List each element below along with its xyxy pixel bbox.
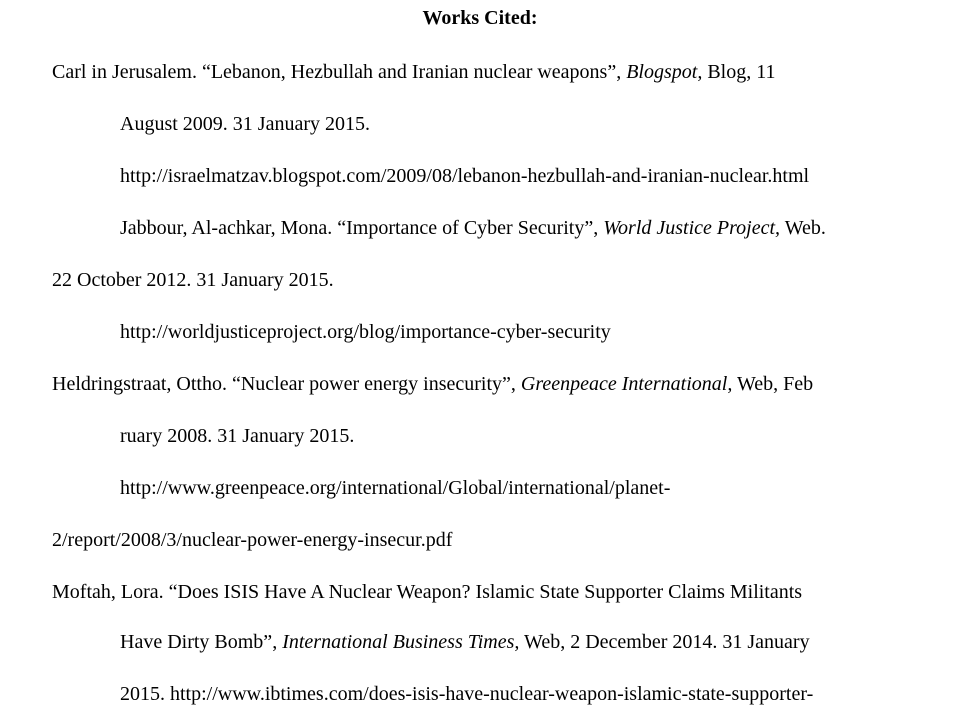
citation-2-url: http://worldjusticeproject.org/blog/importance-cyber-security: [120, 321, 611, 343]
citation-2-source: World Justice Project,: [603, 217, 781, 239]
citation-3-url-part-2: 2/report/2008/3/nuclear-power-energy-insecur.pdf: [52, 529, 453, 551]
citation-4-source: International Business Times,: [282, 631, 520, 653]
citation-4-url: 2015. http://www.ibtimes.com/does-isis-have-nuclear-weapon-islamic-state-supporter-: [120, 683, 814, 705]
citation-3-line-2: ruary 2008. 31 January 2015.: [120, 425, 355, 447]
citation-2-author-title: Jabbour, Al-achkar, Mona. “Importance of Cyber Security”,: [120, 217, 604, 239]
citation-1-source: Blogspot,: [626, 61, 703, 83]
citation-2-line-2: 22 October 2012. 31 January 2015.: [52, 269, 334, 291]
citation-1-line-2: August 2009. 31 January 2015.: [120, 113, 370, 135]
citation-4-title-end: Have Dirty Bomb”,: [120, 631, 283, 653]
citation-4-line-1: Moftah, Lora. “Does ISIS Have A Nuclear Weapon? Islamic State Supporter Claims Militants: [52, 581, 803, 603]
citation-1-line-1: [52, 60, 776, 84]
citation-4-medium: Web, 2 December 2014. 31 January: [519, 631, 810, 653]
citation-3-line-1: [52, 372, 813, 396]
citation-1-url: http://israelmatzav.blogspot.com/2009/08/lebanon-hezbullah-and-iranian-nuclear.html: [120, 165, 810, 187]
citation-2-medium: Web.: [780, 217, 826, 239]
citation-3-url-part-1: http://www.greenpeace.org/international/Global/international/planet-: [120, 477, 671, 499]
citation-4-line-2: [120, 630, 810, 654]
citation-1-author-title: Carl in Jerusalem. “Lebanon, Hezbullah and Iranian nuclear weapons”,: [52, 61, 627, 83]
citation-1-medium: Blog, 11: [702, 61, 776, 83]
works-cited-heading: Works Cited:: [422, 7, 538, 29]
citation-3-source: Greenpeace International,: [520, 373, 733, 395]
citation-2-line-1: [120, 216, 826, 240]
citation-3-author-title: Heldringstraat, Ottho. “Nuclear power energy insecurity”,: [52, 373, 521, 395]
citation-3-medium: Web, Feb: [732, 373, 814, 395]
